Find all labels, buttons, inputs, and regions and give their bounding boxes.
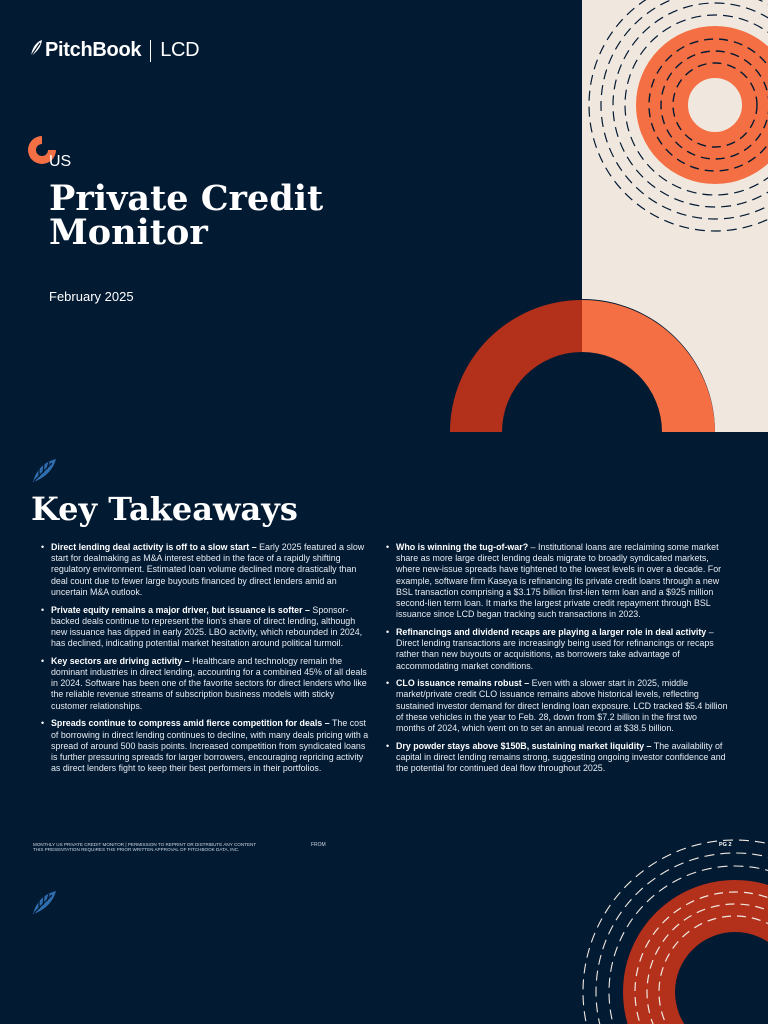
bullet-lead: Refinancings and dividend recaps are playing a larger role in deal activity bbox=[396, 626, 707, 637]
feather-icon bbox=[31, 458, 57, 489]
title-line-1: Private Credit bbox=[49, 178, 324, 219]
bullet-lead: Private equity remains a major driver, but issuance is softer – bbox=[51, 604, 310, 615]
list-item bbox=[41, 542, 371, 598]
footer-line-1: MONTHLY US PRIVATE CREDIT MONITOR | PERMISSION TO REPRINT OR DISTRIBUTE ANY CONTENT bbox=[33, 842, 257, 847]
report-country: US bbox=[49, 153, 72, 170]
list-item bbox=[41, 656, 371, 712]
list-item bbox=[386, 542, 728, 620]
takeaways-left-column bbox=[41, 542, 371, 781]
report-date: February 2025 bbox=[49, 289, 134, 304]
bullet-text: The availability of capital in direct lending remains strong, suggesting ongoing investor confidence and the potential for continued deal flow throughout 2025. bbox=[396, 740, 726, 774]
list-item bbox=[41, 718, 371, 774]
page-number: PG 2 bbox=[719, 842, 732, 848]
key-takeaways-heading: Key Takeaways bbox=[31, 490, 298, 528]
bullet-text: The cost of borrowing in direct lending continues to decline, with many deals pricing with a spread of around 500 basis points. Increased competition from syndicated loans is further pressuring spreads for larger borrowers, encouraging repricing activity as direct lenders fight to keep their best performers in their portfolios. bbox=[51, 718, 369, 774]
logo-brand: PitchBook bbox=[45, 39, 142, 61]
bullet-text: – Institutional loans are reclaiming some market share as more large direct lending deals migrate to broadly syndicated markets, where new-issue spreads have tightened to the lowest levels in over a decade. For example, software firm Kaseya is refinancing its private credit loans through a new BSL transaction comprising a $3.175 billion first-lien term loan and a $925 million second-lien term loan. It marks the largest private credit repayment through BSL issuance since LCD began tracking such transactions in 2023. bbox=[396, 542, 722, 620]
footer-from: FROM bbox=[311, 842, 326, 848]
list-item bbox=[41, 605, 371, 650]
bullet-text: Early 2025 featured a slow start for dealmaking as M&A interest ebbed in the face of a rapidly shifting regulatory environment. Estimated loan volume declined more drastically than deal count due to fewer large buyouts financed by direct lenders amid an uncertain M&A outlook. bbox=[51, 542, 365, 597]
bullet-lead: Direct lending deal activity is off to a slow start – bbox=[51, 542, 257, 552]
title-line-2: Monitor bbox=[49, 212, 208, 253]
footer-line-2: THIS PRESENTATION REQUIRES THE PRIOR WRITTEN APPROVAL OF PITCHBOOK DATA, INC. bbox=[33, 847, 240, 853]
logo-product: LCD bbox=[160, 39, 200, 61]
logo-divider bbox=[150, 40, 151, 62]
list-item bbox=[386, 741, 728, 775]
page-footer bbox=[33, 842, 333, 853]
bullet-lead: Key sectors are driving activity – bbox=[51, 655, 190, 666]
feather-icon bbox=[31, 890, 57, 921]
takeaways-right-column bbox=[386, 542, 728, 781]
bullet-lead: Dry powder stays above $150B, sustaining market liquidity – bbox=[396, 740, 652, 751]
cover-page bbox=[0, 0, 768, 432]
list-item bbox=[386, 627, 728, 672]
pitchbook-leaf-icon bbox=[29, 39, 43, 62]
bullet-text: Healthcare and technology remain the dominant industries in direct lending, accounting for a combined 45% of all deals in 2024. Software has been one of the favorite sectors for direct lenders who like the reliable revenue streams of subscription business models with sticky customer relationships. bbox=[51, 655, 367, 711]
bullet-text: Sponsor-backed deals continue to represent the lion's share of direct lending, although new issuance has dipped in early 2025. LBO activity, which rebounded in 2024, has declined, indicating potential market hesitation around political turmoil. bbox=[51, 604, 363, 649]
bullet-lead: Spreads continue to compress amid fierce competition for deals – bbox=[51, 718, 330, 729]
list-item bbox=[386, 678, 728, 734]
key-takeaways-page bbox=[0, 432, 768, 1024]
bullet-text: – Direct lending transactions are increasingly being used for refinancings or recaps rather than new buyouts or acquisitions, as borrowers take advantage of accommodating market conditions. bbox=[396, 626, 714, 671]
bullet-text: Even with a slower start in 2025, middle market/private credit CLO issuance remains above historical levels, reflecting sustained investor demand for direct lending loan exposure. LCD tracked $5.4 billion of these vehicles in the year to Feb. 28, down from $7.2 billion in the first two months of 2024, which went on to set an annual record at $38.5 billion. bbox=[396, 678, 728, 734]
report-title bbox=[49, 178, 324, 253]
bullet-lead: CLO issuance remains robust – bbox=[396, 678, 530, 689]
pitchbook-lcd-logo bbox=[29, 39, 199, 62]
bullet-lead: Who is winning the tug-of-war? bbox=[396, 542, 529, 552]
